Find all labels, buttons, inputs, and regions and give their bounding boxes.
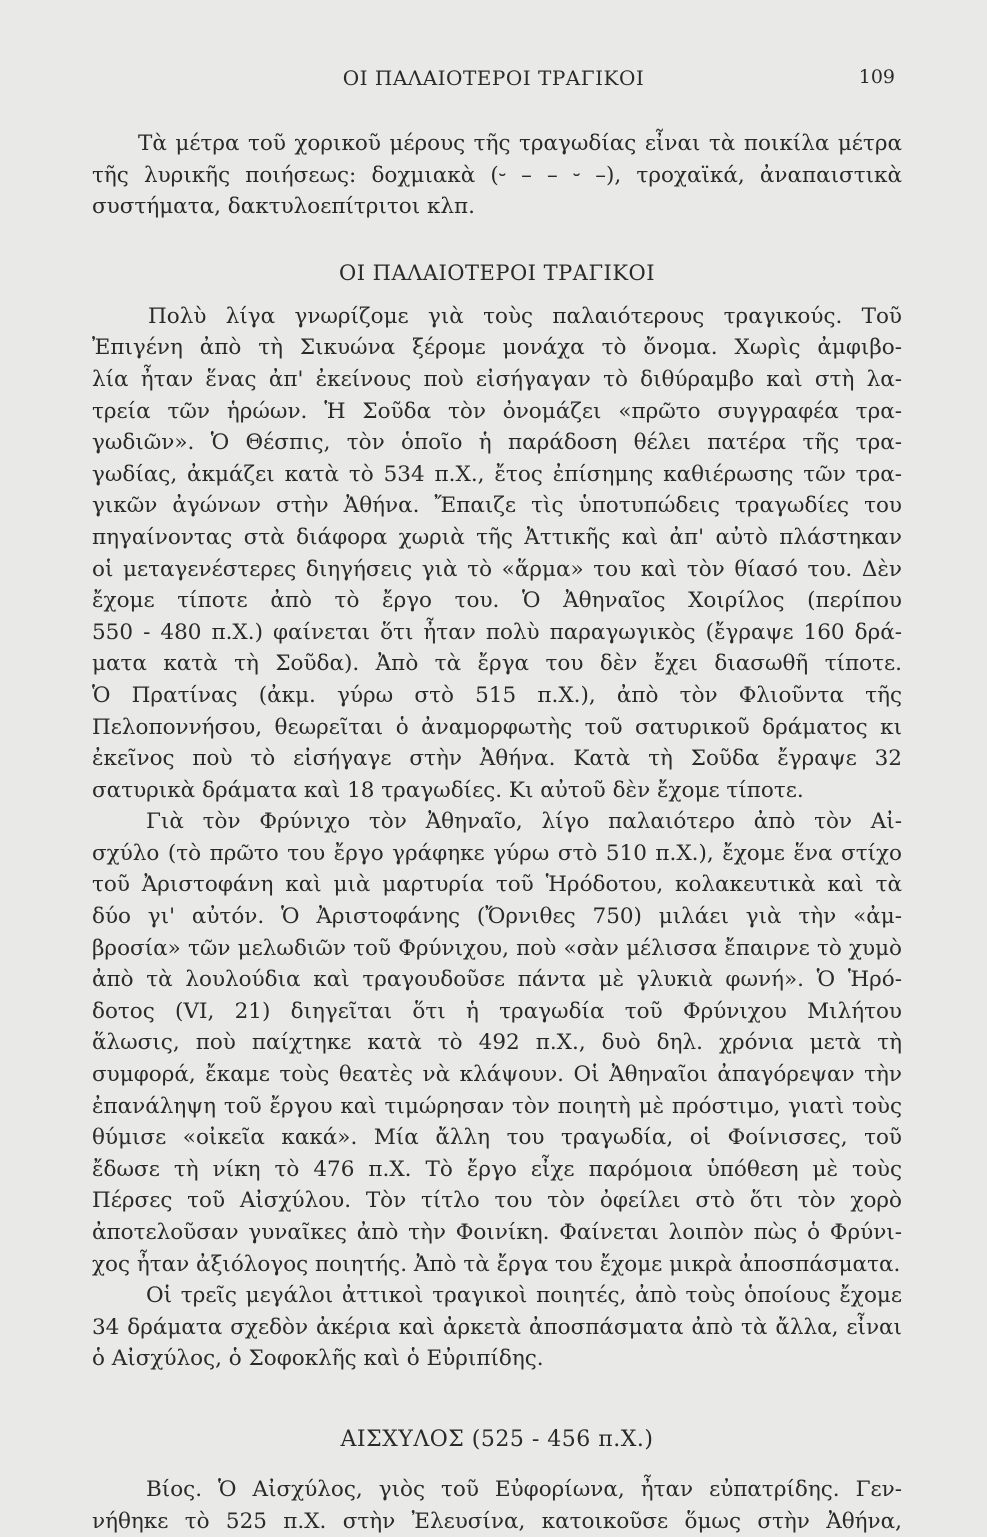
- text-line: τῆς λυρικῆς ποιήσεως: δοχμιακὰ (⏑ – – ⏑ –), τροχαϊκά, ἀναπαιστικὰ: [92, 162, 902, 188]
- paragraph-three-tragedians: [92, 1280, 902, 1375]
- text-line: σχύλο (τὸ πρῶτο του ἔργο γράφηκε γύρω στὸ 510 π.Χ.), ἔχομε ἕνα στίχο: [92, 840, 902, 866]
- text-line: χος ἦταν ἀξιόλογος ποιητής. Ἀπὸ τὰ ἔργα του ἔχομε μικρὰ ἀποσπάσματα.: [92, 1251, 901, 1277]
- paragraph-meters: [92, 128, 902, 223]
- text-line: Οἱ τρεῖς μεγάλοι ἀττικοὶ τραγικοὶ ποιητές, ἀπὸ τοὺς ὁποίους ἔχομε: [146, 1283, 902, 1309]
- text-line: τρεία τῶν ἡρώων. Ἡ Σοῦδα τὸν ὀνομάζει «πρῶτο συγγραφέα τρα-: [92, 398, 902, 424]
- text-line: λία ἦταν ἕνας ἀπ' ἐκείνους ποὺ εἰσήγαγαν τὸ διθύραμβο καὶ στὴ λα-: [92, 366, 902, 392]
- text-line: Τὰ μέτρα τοῦ χορικοῦ μέρους τῆς τραγωδίας εἶναι τὰ ποικίλα μέτρα: [138, 131, 902, 156]
- running-title: ΟΙ ΠΑΛΑΙΟΤΕΡΟΙ ΤΡΑΓΙΚΟΙ: [342, 66, 645, 90]
- section-heading-older-tragedians: ΟΙ ΠΑΛΑΙΟΤΕΡΟΙ ΤΡΑΓΙΚΟΙ: [338, 260, 656, 285]
- text-line: ἔχομε τίποτε ἀπὸ τὸ ἔργο του. Ὁ Ἀθηναῖος Χοιρίλος (περίπου: [92, 588, 902, 614]
- text-line: Ὁ Πρατίνας (ἀκμ. γύρω στὸ 515 π.Χ.), ἀπὸ τὸν Φλιοῦντα τῆς: [92, 682, 902, 708]
- text-line: πηγαίνοντας στὰ διάφορα χωριὰ τῆς Ἀττικῆς καὶ ἀπ' αὐτὸ πλάστηκαν: [92, 524, 902, 550]
- section-heading-aeschylus: ΑΙΣΧΥΛΟΣ (525 - 456 π.Χ.): [340, 1426, 654, 1452]
- text-line: δοτος (VI, 21) διηγεῖται ὅτι ἡ τραγωδία τοῦ Φρύνιχου Μιλήτου: [92, 998, 902, 1024]
- paragraph-aeschylus-life: [92, 1474, 902, 1537]
- text-line: γικῶν ἀγώνων στὴν Ἀθήνα. Ἔπαιζε τὶς ὑποτυπώδεις τραγωδίες του: [92, 493, 902, 519]
- text-line: ὁ Αἰσχύλος, ὁ Σοφοκλῆς καὶ ὁ Εὐριπίδης.: [92, 1346, 544, 1372]
- text-line: Πολὺ λίγα γνωρίζομε γιὰ τοὺς παλαιότερους τραγικούς. Τοῦ: [148, 303, 902, 329]
- text-line: Βίος. Ὁ Αἰσχύλος, γιὸς τοῦ Εὐφορίωνα, ἦταν εὐπατρίδης. Γεν-: [146, 1476, 902, 1502]
- page-body: [92, 128, 902, 1537]
- page-number: 109: [858, 66, 895, 88]
- text-line: συστήματα, δακτυλοεπίτριτοι κλπ.: [92, 194, 476, 220]
- text-line: ἅλωσις, ποὺ παίχτηκε κατὰ τὸ 492 π.Χ., δυὸ δηλ. χρόνια μετὰ τὴ: [92, 1030, 902, 1056]
- text-line: νήθηκε τὸ 525 π.Χ. στὴν Ἐλευσίνα, κατοικοῦσε ὅμως στὴν Ἀθήνα,: [92, 1508, 902, 1534]
- text-line: ἔδωσε τὴ νίκη τὸ 476 π.Χ. Τὸ ἔργο εἶχε παρόμοια ὑπόθεση μὲ τοὺς: [92, 1156, 902, 1182]
- text-line: γωδιῶν». Ὁ Θέσπις, τὸν ὁποῖο ἡ παράδοση θέλει πατέρα τῆς τρα-: [92, 430, 902, 456]
- text-line: σατυρικὰ δράματα καὶ 18 τραγωδίες. Κι αὐτοῦ δὲν ἔχομε τίποτε.: [92, 777, 804, 803]
- text-line: 550 - 480 π.Χ.) φαίνεται ὅτι ἦταν πολὺ παραγωγικὸς (ἔγραψε 160 δρά-: [92, 619, 902, 645]
- text-line: Πελοποννήσου, θεωρεῖται ὁ ἀναμορφωτὴς τοῦ σατυρικοῦ δράματος κι: [92, 714, 902, 740]
- text-line: θύμισε «οἰκεῖα κακά». Μία ἄλλη του τραγωδία, οἱ Φοίνισσες, τοῦ: [92, 1125, 902, 1151]
- text-line: συμφορά, ἔκαμε τοὺς θεατὲς νὰ κλάψουν. Οἱ Ἀθηναῖοι ἀπαγόρεψαν τὴν: [92, 1062, 902, 1088]
- text-line: ματα κατὰ τὴ Σοῦδα). Ἀπὸ τὰ ἔργα του δὲν ἔχει διασωθῆ τίποτε.: [92, 651, 902, 677]
- text-line: οἱ μεταγενέστερες διηγήσεις γιὰ τὸ «ἅρμα» του καὶ τὸν θίασό του. Δὲν: [92, 556, 902, 582]
- running-head: [0, 66, 987, 96]
- text-line: Γιὰ τὸν Φρύνιχο τὸν Ἀθηναῖο, λίγο παλαιότερο ἀπὸ τὸν Αἰ-: [146, 809, 902, 835]
- text-line: ἀπὸ τὰ λουλούδια καὶ τραγουδοῦσε πάντα μὲ γλυκιὰ φωνή». Ὁ Ἡρό-: [92, 967, 902, 993]
- text-line: Πέρσες τοῦ Αἰσχύλου. Τὸν τίτλο του τὸν ὀφείλει στὸ ὅτι τὸν χορὸ: [92, 1188, 902, 1214]
- text-line: Ἐπιγένη ἀπὸ τὴ Σικυώνα ξέρομε μονάχα τὸ ὄνομα. Χωρὶς ἀμφιβο-: [92, 335, 902, 361]
- text-line: ἐκεῖνος ποὺ τὸ εἰσήγαγε στὴν Ἀθήνα. Κατὰ τὴ Σοῦδα ἔγραψε 32: [92, 746, 902, 772]
- text-line: ἀποτελοῦσαν γυναῖκες ἀπὸ τὴν Φοινίκη. Φαίνεται λοιπὸν πὼς ὁ Φρύνι-: [92, 1220, 902, 1245]
- text-line: βροσία» τῶν μελωδιῶν τοῦ Φρύνιχου, ποὺ «σὰν μέλισσα ἔπαιρνε τὸ χυμὸ: [92, 935, 902, 961]
- text-line: 34 δράματα σχεδὸν ἀκέρια καὶ ἀρκετὰ ἀποσπάσματα ἀπὸ τὰ ἄλλα, εἶναι: [92, 1314, 902, 1340]
- paragraph-older-tragedians: [92, 301, 902, 807]
- text-line: ἐπανάληψη τοῦ ἔργου καὶ τιμώρησαν τὸν ποιητὴ μὲ πρόστιμο, γιατὶ τοὺς: [92, 1093, 902, 1119]
- paragraph-phrynichus: [92, 806, 902, 1280]
- text-line: γωδίας, ἀκμάζει κατὰ τὸ 534 π.Χ., ἔτος ἐπίσημης καθιέρωσης τῶν τρα-: [92, 461, 902, 487]
- text-line: δύο γι' αὐτόν. Ὁ Ἀριστοφάνης (Ὄρνιθες 750) μιλάει γιὰ τὴν «ἀμ-: [92, 904, 902, 930]
- text-line: τοῦ Ἀριστοφάνη καὶ μιὰ μαρτυρία τοῦ Ἡρόδοτου, κολακευτικὰ καὶ τὰ: [92, 872, 902, 898]
